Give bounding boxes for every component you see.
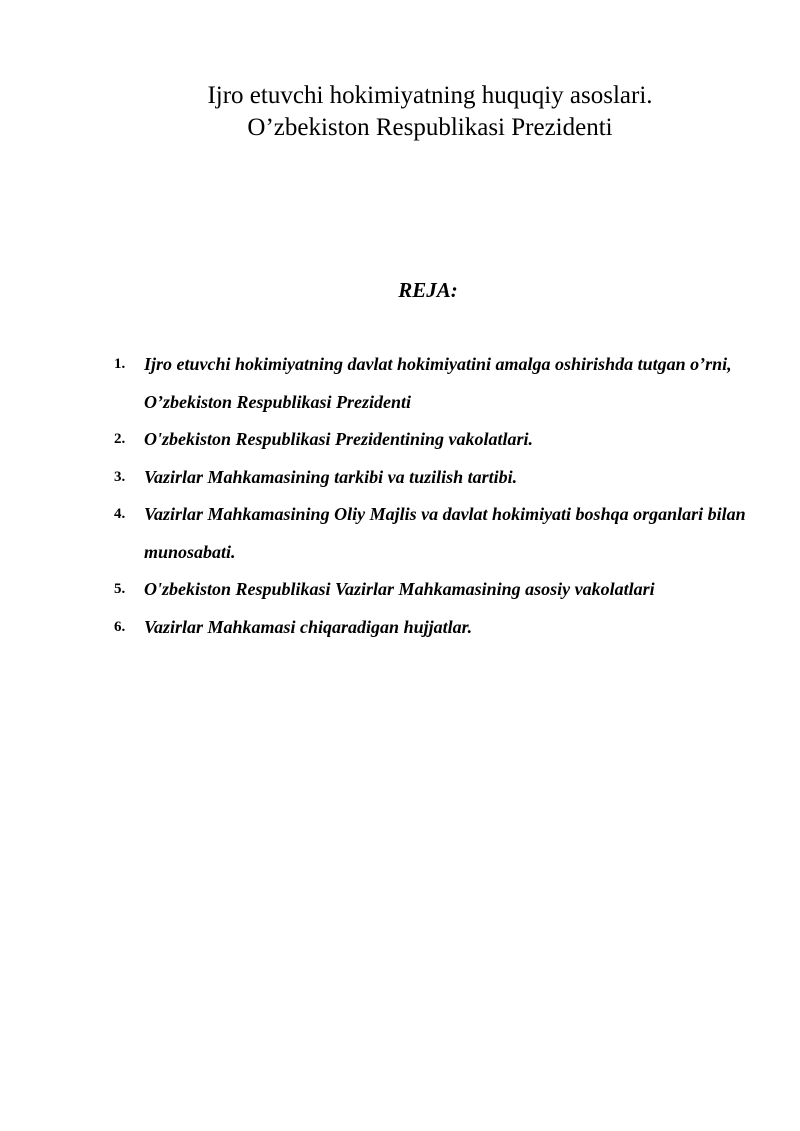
plan-item-text: O'zbekiston Respublikasi Prezidentining vakolatlari. bbox=[144, 429, 534, 449]
plan-item-text: Ijro etuvchi hokimiyatning davlat hokimiyatini amalga oshirishda tutgan o’rni, O’zbekiston Respublikasi Prezidenti bbox=[144, 354, 732, 412]
plan-item-text: Vazirlar Mahkamasi chiqaradigan hujjatlar. bbox=[144, 616, 473, 637]
plan-item-2 bbox=[110, 421, 750, 459]
plan-item-number: 3. bbox=[114, 468, 126, 485]
document-title-line-2: O’zbekiston Respublikasi Prezidenti bbox=[247, 114, 613, 141]
plan-item-number: 2. bbox=[114, 431, 126, 447]
plan-item-5 bbox=[110, 571, 750, 609]
plan-item-number: 6. bbox=[114, 618, 126, 635]
plan-heading: REJA: bbox=[398, 278, 458, 302]
plan-item-number: 4. bbox=[114, 506, 126, 522]
plan-item-text: Vazirlar Mahkamasining Oliy Majlis va davlat hokimiyati boshqa organlari bilan munosabati. bbox=[144, 504, 746, 562]
plan-item-text: Vazirlar Mahkamasining tarkibi va tuzilish tartibi. bbox=[144, 466, 518, 487]
plan-item-number: 1. bbox=[114, 356, 126, 372]
plan-item-1 bbox=[110, 346, 750, 421]
document-title-line-1: Ijro etuvchi hokimiyatning huquqiy asoslari. bbox=[207, 82, 653, 109]
plan-item-6 bbox=[110, 609, 750, 647]
plan-item-4 bbox=[110, 496, 750, 571]
plan-item-text: O'zbekiston Respublikasi Vazirlar Mahkamasining asosiy vakolatlari bbox=[144, 579, 655, 599]
plan-item-3 bbox=[110, 459, 750, 497]
plan-item-number: 5. bbox=[114, 581, 126, 597]
plan-list bbox=[110, 346, 750, 646]
